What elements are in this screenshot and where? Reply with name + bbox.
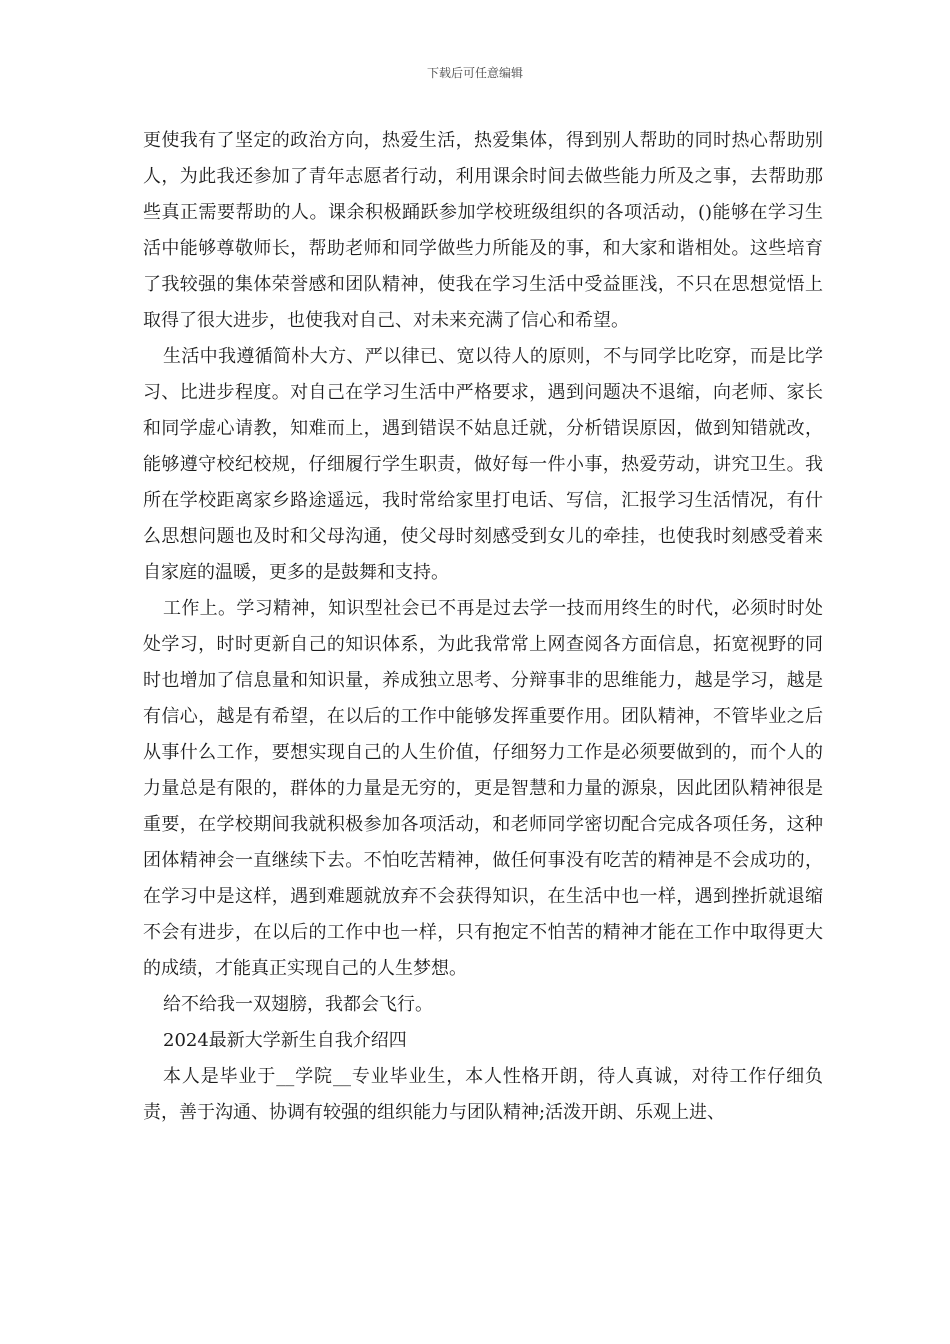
paragraph-intro: 本人是毕业于__学院__专业毕业生，本人性格开朗，待人真诚，对待工作仔细负责，善于沟通、协调有较强的组织能力与团队精神;活泼开朗、乐观上进、	[143, 1066, 823, 1123]
paragraph-closing-line: 给不给我一双翅膀，我都会飞行。	[163, 994, 433, 1015]
paragraph-work-spirit: 工作上。学习精神，知识型社会已不再是过去学一技而用终生的时代，必须时时处处学习，时时更新自己的知识体系，为此我常常上网查阅各方面信息，拓宽视野的同时也增加了信息量和知识量，养成独立思考、分辩事非的思维能力，越是学习，越是有信心，越是有希望，在以后的工作中能够发挥重要作用。团队精神，不管毕业之后从事什么工作，要想实现自己的人生价值，仔细努力工作是必须要做到的，而个人的力量总是有限的，群体的力量是无穷的，更是智慧和力量的源泉，因此团队精神很是重要，在学校期间我就积极参加各项活动，和老师同学密切配合完成各项任务，这种团体精神会一直继续下去。不怕吃苦精神，做任何事没有吃苦的精神是不会成功的，在学习中是这样，遇到难题就放弃不会获得知识，在生活中也一样，遇到挫折就退缩不会有进步，在以后的工作中也一样，只有抱定不怕苦的精神才能在工作中取得更大的成绩，才能真正实现自己的人生梦想。	[143, 598, 823, 979]
paragraph-political-direction: 更使我有了坚定的政治方向，热爱生活，热爱集体，得到别人帮助的同时热心帮助别人，为此我还参加了青年志愿者行动，利用课余时间去做些能力所及之事，去帮助那些真正需要帮助的人。课余积极踊跃参加学校班级组织的各项活动，()能够在学习生活中能够尊敬师长，帮助老师和同学做些力所能及的事，和大家和谐相处。这些培育了我较强的集体荣誉感和团队精神，使我在学习生活中受益匪浅，不只在思想觉悟上取得了很大进步，也使我对自己、对未来充满了信心和希望。	[143, 130, 823, 331]
section-heading: 2024最新大学新生自我介绍四	[163, 1030, 407, 1051]
paragraph-life-principles: 生活中我遵循简朴大方、严以律已、宽以待人的原则，不与同学比吃穿，而是比学习、比进步程度。对自己在学习生活中严格要求，遇到问题决不退缩，向老师、家长和同学虚心请教，知难而上，遇到错误不姑息迁就，分析错误原因，做到知错就改，能够遵守校纪校规，仔细履行学生职责，做好每一件小事，热爱劳动，讲究卫生。我所在学校距离家乡路途遥远，我时常给家里打电话、写信，汇报学习生活情况，有什么思想问题也及时和父母沟通，使父母时刻感受到女儿的牵挂，也使我时刻感受着来自家庭的温暖，更多的是鼓舞和支持。	[143, 346, 823, 583]
document-body	[143, 123, 823, 1131]
page-header: 下载后可任意编辑	[426, 66, 523, 80]
